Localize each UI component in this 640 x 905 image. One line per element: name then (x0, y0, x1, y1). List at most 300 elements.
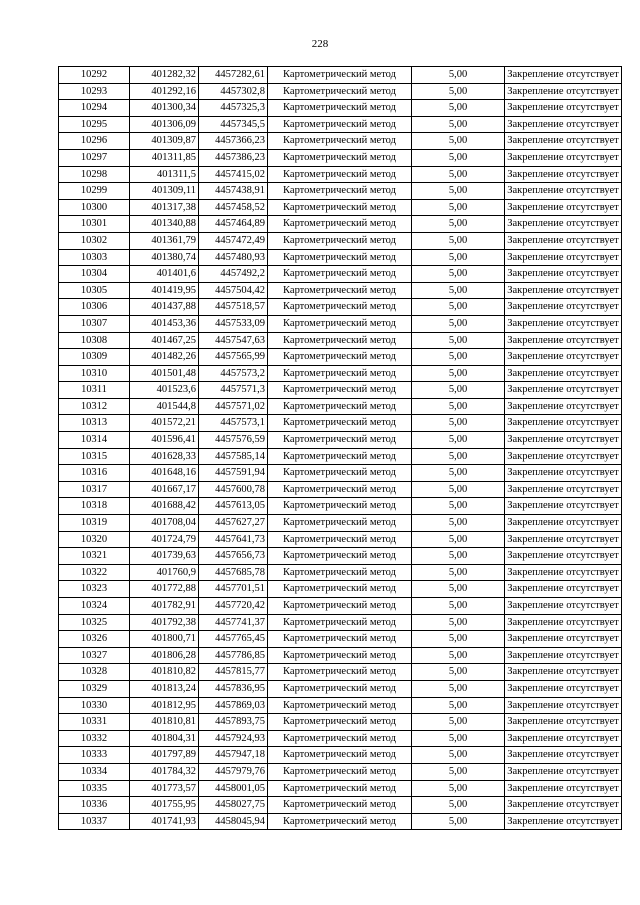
y-coordinate-cell: 4457415,02 (199, 166, 268, 183)
table-row (59, 647, 622, 664)
method-cell: Картометрический метод (268, 332, 412, 349)
x-coordinate-cell: 401467,25 (130, 332, 199, 349)
x-coordinate-cell: 401741,93 (130, 813, 199, 830)
point-number-cell: 10314 (59, 432, 130, 449)
x-coordinate-cell: 401628,33 (130, 448, 199, 465)
y-coordinate-cell: 4457325,3 (199, 100, 268, 117)
method-cell: Картометрический метод (268, 448, 412, 465)
method-cell: Картометрический метод (268, 631, 412, 648)
table-row (59, 614, 622, 631)
method-cell: Картометрический метод (268, 216, 412, 233)
accuracy-cell: 5,00 (412, 813, 505, 830)
accuracy-cell: 5,00 (412, 531, 505, 548)
x-coordinate-cell: 401804,31 (130, 730, 199, 747)
point-number-cell: 10294 (59, 100, 130, 117)
accuracy-cell: 5,00 (412, 747, 505, 764)
fixation-cell: Закрепление отсутствует (505, 432, 622, 449)
point-number-cell: 10301 (59, 216, 130, 233)
x-coordinate-cell: 401306,09 (130, 116, 199, 133)
x-coordinate-cell: 401688,42 (130, 498, 199, 515)
accuracy-cell: 5,00 (412, 216, 505, 233)
fixation-cell: Закрепление отсутствует (505, 232, 622, 249)
method-cell: Картометрический метод (268, 232, 412, 249)
method-cell: Картометрический метод (268, 498, 412, 515)
method-cell: Картометрический метод (268, 647, 412, 664)
y-coordinate-cell: 4457504,42 (199, 282, 268, 299)
y-coordinate-cell: 4457765,45 (199, 631, 268, 648)
accuracy-cell: 5,00 (412, 299, 505, 316)
fixation-cell: Закрепление отсутствует (505, 664, 622, 681)
fixation-cell: Закрепление отсутствует (505, 415, 622, 432)
x-coordinate-cell: 401282,32 (130, 67, 199, 84)
point-number-cell: 10297 (59, 149, 130, 166)
x-coordinate-cell: 401797,89 (130, 747, 199, 764)
y-coordinate-cell: 4457979,76 (199, 763, 268, 780)
point-number-cell: 10337 (59, 813, 130, 830)
y-coordinate-cell: 4457591,94 (199, 465, 268, 482)
method-cell: Картометрический метод (268, 315, 412, 332)
point-number-cell: 10315 (59, 448, 130, 465)
x-coordinate-cell: 401482,26 (130, 349, 199, 366)
accuracy-cell: 5,00 (412, 83, 505, 100)
table-row (59, 813, 622, 830)
method-cell: Картометрический метод (268, 415, 412, 432)
y-coordinate-cell: 4457627,27 (199, 515, 268, 532)
accuracy-cell: 5,00 (412, 548, 505, 565)
y-coordinate-cell: 4457869,03 (199, 697, 268, 714)
fixation-cell: Закрепление отсутствует (505, 714, 622, 731)
fixation-cell: Закрепление отсутствует (505, 747, 622, 764)
point-number-cell: 10323 (59, 581, 130, 598)
table-row (59, 531, 622, 548)
accuracy-cell: 5,00 (412, 465, 505, 482)
point-number-cell: 10325 (59, 614, 130, 631)
x-coordinate-cell: 401760,9 (130, 564, 199, 581)
y-coordinate-cell: 4457565,99 (199, 349, 268, 366)
x-coordinate-cell: 401523,6 (130, 382, 199, 399)
accuracy-cell: 5,00 (412, 116, 505, 133)
y-coordinate-cell: 4457600,78 (199, 481, 268, 498)
accuracy-cell: 5,00 (412, 448, 505, 465)
table-row (59, 763, 622, 780)
accuracy-cell: 5,00 (412, 332, 505, 349)
x-coordinate-cell: 401311,85 (130, 149, 199, 166)
point-number-cell: 10332 (59, 730, 130, 747)
x-coordinate-cell: 401453,36 (130, 315, 199, 332)
point-number-cell: 10334 (59, 763, 130, 780)
method-cell: Картометрический метод (268, 133, 412, 150)
y-coordinate-cell: 4457701,51 (199, 581, 268, 598)
point-number-cell: 10326 (59, 631, 130, 648)
x-coordinate-cell: 401380,74 (130, 249, 199, 266)
accuracy-cell: 5,00 (412, 282, 505, 299)
table-row (59, 730, 622, 747)
x-coordinate-cell: 401667,17 (130, 481, 199, 498)
x-coordinate-cell: 401300,34 (130, 100, 199, 117)
table-row (59, 680, 622, 697)
y-coordinate-cell: 4457302,8 (199, 83, 268, 100)
x-coordinate-cell: 401792,38 (130, 614, 199, 631)
accuracy-cell: 5,00 (412, 249, 505, 266)
method-cell: Картометрический метод (268, 199, 412, 216)
method-cell: Картометрический метод (268, 730, 412, 747)
x-coordinate-cell: 401772,88 (130, 581, 199, 598)
point-number-cell: 10321 (59, 548, 130, 565)
y-coordinate-cell: 4457947,18 (199, 747, 268, 764)
accuracy-cell: 5,00 (412, 149, 505, 166)
accuracy-cell: 5,00 (412, 498, 505, 515)
table-row (59, 432, 622, 449)
point-number-cell: 10322 (59, 564, 130, 581)
fixation-cell: Закрепление отсутствует (505, 100, 622, 117)
point-number-cell: 10327 (59, 647, 130, 664)
accuracy-cell: 5,00 (412, 166, 505, 183)
table-row (59, 149, 622, 166)
table-row (59, 714, 622, 731)
x-coordinate-cell: 401810,81 (130, 714, 199, 731)
point-number-cell: 10311 (59, 382, 130, 399)
x-coordinate-cell: 401317,38 (130, 199, 199, 216)
point-number-cell: 10333 (59, 747, 130, 764)
fixation-cell: Закрепление отсутствует (505, 614, 622, 631)
table-row (59, 465, 622, 482)
fixation-cell: Закрепление отсутствует (505, 498, 622, 515)
y-coordinate-cell: 4457366,23 (199, 133, 268, 150)
method-cell: Картометрический метод (268, 266, 412, 283)
y-coordinate-cell: 4457573,1 (199, 415, 268, 432)
fixation-cell: Закрепление отсутствует (505, 282, 622, 299)
table-row (59, 448, 622, 465)
y-coordinate-cell: 4457345,5 (199, 116, 268, 133)
point-number-cell: 10306 (59, 299, 130, 316)
method-cell: Картометрический метод (268, 581, 412, 598)
x-coordinate-cell: 401784,32 (130, 763, 199, 780)
point-number-cell: 10304 (59, 266, 130, 283)
table-row (59, 349, 622, 366)
accuracy-cell: 5,00 (412, 100, 505, 117)
point-number-cell: 10313 (59, 415, 130, 432)
fixation-cell: Закрепление отсутствует (505, 67, 622, 84)
x-coordinate-cell: 401724,79 (130, 531, 199, 548)
table-row (59, 100, 622, 117)
fixation-cell: Закрепление отсутствует (505, 680, 622, 697)
table-row (59, 166, 622, 183)
table-row (59, 199, 622, 216)
method-cell: Картометрический метод (268, 100, 412, 117)
y-coordinate-cell: 4457836,95 (199, 680, 268, 697)
x-coordinate-cell: 401419,95 (130, 282, 199, 299)
fixation-cell: Закрепление отсутствует (505, 763, 622, 780)
y-coordinate-cell: 4457571,02 (199, 398, 268, 415)
accuracy-cell: 5,00 (412, 266, 505, 283)
y-coordinate-cell: 4457480,93 (199, 249, 268, 266)
method-cell: Картометрический метод (268, 365, 412, 382)
coordinates-table (58, 66, 622, 830)
x-coordinate-cell: 401813,24 (130, 680, 199, 697)
table-row (59, 232, 622, 249)
x-coordinate-cell: 401292,16 (130, 83, 199, 100)
y-coordinate-cell: 4457585,14 (199, 448, 268, 465)
method-cell: Картометрический метод (268, 398, 412, 415)
y-coordinate-cell: 4457741,37 (199, 614, 268, 631)
y-coordinate-cell: 4457282,61 (199, 67, 268, 84)
accuracy-cell: 5,00 (412, 797, 505, 814)
accuracy-cell: 5,00 (412, 415, 505, 432)
method-cell: Картометрический метод (268, 149, 412, 166)
accuracy-cell: 5,00 (412, 232, 505, 249)
point-number-cell: 10329 (59, 680, 130, 697)
accuracy-cell: 5,00 (412, 382, 505, 399)
table-row (59, 67, 622, 84)
point-number-cell: 10309 (59, 349, 130, 366)
accuracy-cell: 5,00 (412, 183, 505, 200)
accuracy-cell: 5,00 (412, 631, 505, 648)
method-cell: Картометрический метод (268, 349, 412, 366)
accuracy-cell: 5,00 (412, 647, 505, 664)
fixation-cell: Закрепление отсутствует (505, 515, 622, 532)
fixation-cell: Закрепление отсутствует (505, 531, 622, 548)
fixation-cell: Закрепление отсутствует (505, 548, 622, 565)
accuracy-cell: 5,00 (412, 432, 505, 449)
table-row (59, 216, 622, 233)
fixation-cell: Закрепление отсутствует (505, 83, 622, 100)
x-coordinate-cell: 401800,71 (130, 631, 199, 648)
point-number-cell: 10307 (59, 315, 130, 332)
table-row (59, 183, 622, 200)
point-number-cell: 10300 (59, 199, 130, 216)
method-cell: Картометрический метод (268, 116, 412, 133)
fixation-cell: Закрепление отсутствует (505, 116, 622, 133)
fixation-cell: Закрепление отсутствует (505, 797, 622, 814)
page-number: 228 (311, 38, 329, 50)
method-cell: Картометрический метод (268, 183, 412, 200)
table-row (59, 498, 622, 515)
table-row (59, 382, 622, 399)
table-row (59, 282, 622, 299)
accuracy-cell: 5,00 (412, 730, 505, 747)
accuracy-cell: 5,00 (412, 481, 505, 498)
y-coordinate-cell: 4457573,2 (199, 365, 268, 382)
point-number-cell: 10293 (59, 83, 130, 100)
accuracy-cell: 5,00 (412, 398, 505, 415)
point-number-cell: 10328 (59, 664, 130, 681)
fixation-cell: Закрепление отсутствует (505, 398, 622, 415)
point-number-cell: 10317 (59, 481, 130, 498)
x-coordinate-cell: 401648,16 (130, 465, 199, 482)
method-cell: Картометрический метод (268, 797, 412, 814)
x-coordinate-cell: 401340,88 (130, 216, 199, 233)
y-coordinate-cell: 4457815,77 (199, 664, 268, 681)
fixation-cell: Закрепление отсутствует (505, 730, 622, 747)
method-cell: Картометрический метод (268, 763, 412, 780)
method-cell: Картометрический метод (268, 680, 412, 697)
table-row (59, 116, 622, 133)
y-coordinate-cell: 4457685,78 (199, 564, 268, 581)
method-cell: Картометрический метод (268, 249, 412, 266)
y-coordinate-cell: 4457464,89 (199, 216, 268, 233)
accuracy-cell: 5,00 (412, 199, 505, 216)
x-coordinate-cell: 401437,88 (130, 299, 199, 316)
fixation-cell: Закрепление отсутствует (505, 315, 622, 332)
method-cell: Картометрический метод (268, 564, 412, 581)
point-number-cell: 10292 (59, 67, 130, 84)
point-number-cell: 10324 (59, 598, 130, 615)
method-cell: Картометрический метод (268, 697, 412, 714)
x-coordinate-cell: 401401,6 (130, 266, 199, 283)
y-coordinate-cell: 4457518,57 (199, 299, 268, 316)
y-coordinate-cell: 4457613,05 (199, 498, 268, 515)
method-cell: Картометрический метод (268, 664, 412, 681)
accuracy-cell: 5,00 (412, 780, 505, 797)
method-cell: Картометрический метод (268, 780, 412, 797)
fixation-cell: Закрепление отсутствует (505, 133, 622, 150)
accuracy-cell: 5,00 (412, 697, 505, 714)
x-coordinate-cell: 401812,95 (130, 697, 199, 714)
method-cell: Картометрический метод (268, 83, 412, 100)
table-row (59, 697, 622, 714)
x-coordinate-cell: 401501,48 (130, 365, 199, 382)
point-number-cell: 10302 (59, 232, 130, 249)
y-coordinate-cell: 4457571,3 (199, 382, 268, 399)
point-number-cell: 10310 (59, 365, 130, 382)
fixation-cell: Закрепление отсутствует (505, 581, 622, 598)
method-cell: Картометрический метод (268, 598, 412, 615)
table-row (59, 133, 622, 150)
y-coordinate-cell: 4457656,73 (199, 548, 268, 565)
fixation-cell: Закрепление отсутствует (505, 349, 622, 366)
table-row (59, 631, 622, 648)
accuracy-cell: 5,00 (412, 315, 505, 332)
fixation-cell: Закрепление отсутствует (505, 332, 622, 349)
method-cell: Картометрический метод (268, 614, 412, 631)
accuracy-cell: 5,00 (412, 515, 505, 532)
accuracy-cell: 5,00 (412, 598, 505, 615)
point-number-cell: 10335 (59, 780, 130, 797)
point-number-cell: 10320 (59, 531, 130, 548)
point-number-cell: 10316 (59, 465, 130, 482)
method-cell: Картометрический метод (268, 166, 412, 183)
y-coordinate-cell: 4457720,42 (199, 598, 268, 615)
fixation-cell: Закрепление отсутствует (505, 465, 622, 482)
method-cell: Картометрический метод (268, 714, 412, 731)
point-number-cell: 10319 (59, 515, 130, 532)
table-row (59, 797, 622, 814)
fixation-cell: Закрепление отсутствует (505, 780, 622, 797)
x-coordinate-cell: 401739,63 (130, 548, 199, 565)
fixation-cell: Закрепление отсутствует (505, 564, 622, 581)
fixation-cell: Закрепление отсутствует (505, 382, 622, 399)
table-row (59, 398, 622, 415)
accuracy-cell: 5,00 (412, 664, 505, 681)
method-cell: Картометрический метод (268, 465, 412, 482)
table-row (59, 780, 622, 797)
accuracy-cell: 5,00 (412, 714, 505, 731)
accuracy-cell: 5,00 (412, 67, 505, 84)
y-coordinate-cell: 4457472,49 (199, 232, 268, 249)
fixation-cell: Закрепление отсутствует (505, 249, 622, 266)
method-cell: Картометрический метод (268, 432, 412, 449)
method-cell: Картометрический метод (268, 481, 412, 498)
fixation-cell: Закрепление отсутствует (505, 631, 622, 648)
table-row (59, 515, 622, 532)
point-number-cell: 10305 (59, 282, 130, 299)
fixation-cell: Закрепление отсутствует (505, 481, 622, 498)
point-number-cell: 10336 (59, 797, 130, 814)
table-row (59, 415, 622, 432)
point-number-cell: 10295 (59, 116, 130, 133)
point-number-cell: 10303 (59, 249, 130, 266)
fixation-cell: Закрепление отсутствует (505, 183, 622, 200)
method-cell: Картометрический метод (268, 531, 412, 548)
fixation-cell: Закрепление отсутствует (505, 216, 622, 233)
method-cell: Картометрический метод (268, 282, 412, 299)
point-number-cell: 10312 (59, 398, 130, 415)
table-row (59, 747, 622, 764)
x-coordinate-cell: 401572,21 (130, 415, 199, 432)
y-coordinate-cell: 4457547,63 (199, 332, 268, 349)
method-cell: Картометрический метод (268, 548, 412, 565)
fixation-cell: Закрепление отсутствует (505, 299, 622, 316)
accuracy-cell: 5,00 (412, 763, 505, 780)
fixation-cell: Закрепление отсутствует (505, 448, 622, 465)
y-coordinate-cell: 4458001,05 (199, 780, 268, 797)
method-cell: Картометрический метод (268, 747, 412, 764)
point-number-cell: 10308 (59, 332, 130, 349)
x-coordinate-cell: 401810,82 (130, 664, 199, 681)
y-coordinate-cell: 4457893,75 (199, 714, 268, 731)
y-coordinate-cell: 4457641,73 (199, 531, 268, 548)
table-row (59, 83, 622, 100)
y-coordinate-cell: 4457492,2 (199, 266, 268, 283)
x-coordinate-cell: 401755,95 (130, 797, 199, 814)
x-coordinate-cell: 401544,8 (130, 398, 199, 415)
point-number-cell: 10331 (59, 714, 130, 731)
method-cell: Картометрический метод (268, 299, 412, 316)
y-coordinate-cell: 4457576,59 (199, 432, 268, 449)
accuracy-cell: 5,00 (412, 133, 505, 150)
table-row (59, 315, 622, 332)
y-coordinate-cell: 4458027,75 (199, 797, 268, 814)
y-coordinate-cell: 4457458,52 (199, 199, 268, 216)
x-coordinate-cell: 401309,11 (130, 183, 199, 200)
y-coordinate-cell: 4457438,91 (199, 183, 268, 200)
fixation-cell: Закрепление отсутствует (505, 266, 622, 283)
point-number-cell: 10298 (59, 166, 130, 183)
fixation-cell: Закрепление отсутствует (505, 697, 622, 714)
point-number-cell: 10296 (59, 133, 130, 150)
x-coordinate-cell: 401708,04 (130, 515, 199, 532)
x-coordinate-cell: 401309,87 (130, 133, 199, 150)
y-coordinate-cell: 4457386,23 (199, 149, 268, 166)
method-cell: Картометрический метод (268, 515, 412, 532)
accuracy-cell: 5,00 (412, 680, 505, 697)
coordinates-table-body (59, 67, 622, 830)
method-cell: Картометрический метод (268, 67, 412, 84)
point-number-cell: 10318 (59, 498, 130, 515)
x-coordinate-cell: 401361,79 (130, 232, 199, 249)
y-coordinate-cell: 4457533,09 (199, 315, 268, 332)
fixation-cell: Закрепление отсутствует (505, 365, 622, 382)
x-coordinate-cell: 401773,57 (130, 780, 199, 797)
y-coordinate-cell: 4457786,85 (199, 647, 268, 664)
table-row (59, 332, 622, 349)
fixation-cell: Закрепление отсутствует (505, 598, 622, 615)
table-row (59, 581, 622, 598)
point-number-cell: 10299 (59, 183, 130, 200)
accuracy-cell: 5,00 (412, 564, 505, 581)
table-row (59, 299, 622, 316)
table-row (59, 564, 622, 581)
